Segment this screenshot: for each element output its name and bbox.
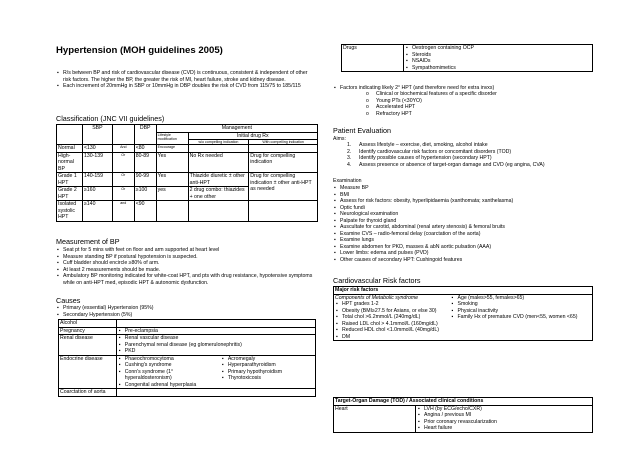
list-item: ▪ BMI (333, 192, 593, 199)
factors-lead: ▪ Factors indicating likely 2° HPT (and therefore need for extra invxs) (333, 85, 593, 92)
major-risk-label: Major risk factors (334, 287, 593, 295)
factors-sublist: o Clinical or biochemical features of a specific disorder o Young PTs (<30YO) o Accelerated HPT o Refractory HPT (333, 91, 593, 117)
classification-table (56, 124, 318, 222)
table-row: Renal disease ▪ Renal vascular disease ▪ Parenchymal renal disease (eg glomerulonephritis) ▪ PKD (59, 335, 316, 356)
col-sbp: SBP (82, 125, 112, 145)
intro-list (56, 70, 314, 90)
causes-table (58, 319, 316, 397)
list-item: 1. Assess lifestyle – exercise, diet, smoking, alcohol intake (347, 142, 488, 148)
list-item: ▪ Primary (essential) Hypertension (95%) (56, 305, 314, 312)
drugs-table (341, 44, 593, 72)
col-lifestyle: Lifestyle modification (156, 132, 188, 145)
aims-list (333, 142, 593, 168)
list-item: ▪ Lower limbs: edema and pulses (PVD) (333, 250, 593, 257)
list-item: 4. Assess presence or absence of target-organ damage and CVD (eg angina, CVA) (347, 161, 545, 168)
examination-list (333, 185, 593, 263)
table-row: Pregnancy ▪ Pre-eclampsia (59, 327, 316, 335)
col-without-indication: w/o compelling indication (188, 140, 249, 145)
col-initial-rx: Initial drug Rx (188, 132, 317, 140)
list-item: ▪ Measure standing BP if postural hypotension is suspected. (56, 254, 318, 261)
list-item: ▪ Examine abdomen for PKD, masses & abN aortic pulsation (AAA) (333, 244, 593, 251)
patient-evaluation-heading: Patient Evaluation (333, 126, 391, 135)
aims-label: Aims: (333, 136, 346, 142)
list-item: ▪ Neurological examination (333, 211, 593, 218)
list-item: ▪ Auscultate for carotid, abdominal (renal artery stenosis) & femoral bruits (333, 224, 593, 231)
intro-item: ▪ R/s between BP and risk of cardiovascular disease (CVD) is continuous, consistent & independent of other risk factors. The higher the BP, the greater the risk of MI, heart failure, stroke and kidney disease. (56, 70, 314, 83)
list-item: ▪ Cuff bladder should encircle ≥80% of arm. (56, 260, 318, 267)
list-item: ▪ Palpate for thyroid gland (333, 218, 593, 225)
list-item: ▪ Other causes of secondary HPT: Cushingoid features (333, 257, 593, 264)
classification-heading: Classification (JNC VII guidelines) (56, 114, 165, 123)
causes-heading: Causes (56, 296, 81, 305)
cv-risk-heading: Cardiovascular Risk factors (333, 276, 421, 285)
tod-table (333, 397, 593, 433)
measurement-heading: Measurement of BP (56, 237, 120, 246)
table-row: Drugs ▪ Oestrogen containing OCP ▪ Steroids ▪ NSAIDs ▪ Sympathomimetics (342, 45, 593, 72)
measurement-list (56, 247, 318, 286)
col-with-indication: With compelling indication (249, 140, 318, 145)
page-title: Hypertension (MOH guidelines 2005) (56, 45, 223, 56)
col-dbp: DBP (134, 125, 156, 145)
table-row: Isolated systolic HPT ≥140 and <90 (57, 201, 318, 222)
table-row: Components of Metabolic syndrome ▪ HPT grades 1-2 ▪ Obesity (BMI≥27.5 for Asians, or else 30) ▪ Total chol >6.2mmol/L (240mg/dL) ▪ Raised LDL chol > 4.1mmol/L (160mg/dL) ▪ Reduced HDL chol <1.0mmol/L (40mg/dL) ▪ DM ▪ Age (males>55, females>65) ▪ Smoking ▪ Physical inactivity ▪ Family Hx of premature CVD (men<55, women <65) (334, 294, 593, 341)
list-item: ▪ Assess for risk factors: obesity, hyperlipidaemia (xanthomata; xanthelasma) (333, 198, 593, 205)
metabolic-label: Components of Metabolic syndrome (335, 294, 419, 301)
table-row: Grade 2 HPT ≥160 Or ≥100 yes 2 drug combo: thiazides + one other (57, 187, 318, 201)
intro-item: ▪ Each increment of 20mmHg in SBP or 10mmHg in DBP doubles the risk of CVD from 115/75 to 185/115 (56, 83, 314, 90)
examination-label: Examination (333, 178, 362, 184)
drugs-label: Drugs (342, 45, 404, 72)
table-row: Coarctation of aorta (59, 389, 316, 397)
tod-organ: Heart (334, 405, 416, 432)
table-row: High-normal BP 130-139 Or 80-89 Yes No Rx needed Drug for compelling indication (57, 152, 318, 173)
table-row: Alcohol (59, 320, 316, 328)
list-item: ▪ Ambulatory BP monitoring indicated for white-coat HPT, and pts with drug resistance, hypotensive symptoms while on anti-HPT med, episodic HPT & autonomic dysfunction. (56, 273, 318, 286)
list-item: 3. Identify possible causes of hypertension (secondary HPT) (347, 155, 492, 161)
list-item: ▪ Secondary Hypertension (5%) (56, 312, 314, 319)
table-row: Grade 1 HPT 140-159 Or 90-99 Yes Thiazide diuretic ± other anti-HPT Drug for compelling indication ± other anti-HPT as needed (57, 173, 318, 187)
table-row: Normal <130 And <80 Encourage (57, 145, 318, 153)
list-item: ▪ At least 2 measurements should be made. (56, 267, 318, 274)
table-row: Heart ▪ LVH (by ECG/echo/CXR) ▪ Angina / previous MI ▪ Prior coronary revascularization ▪ Heart failure (334, 405, 593, 432)
list-item: 2. Identify cardiovascular risk factors or concomitant disorders (TOD) (347, 148, 512, 155)
list-item: ▪ Measure BP (333, 185, 593, 192)
causes-list (56, 305, 314, 318)
list-item: ▪ Examine lungs (333, 237, 593, 244)
table-row: Endocrine disease ▪ Phaeochromocytoma ▪ Cushing's syndrome ▪ Conn's syndrome (1° hyperaldosteronism) ▪ Congenital adrenal hyperplasia ▪ Acromegaly ▪ Hyperparathyroidism ▪ Primary hypothyroidism ▪ Thyrotoxicosis (59, 355, 316, 389)
cv-risk-table (333, 286, 593, 341)
list-item: ▪ Seat pt for 5 mins with feet on floor and arm supported at heart level (56, 247, 318, 254)
col-management: Management (156, 125, 317, 133)
list-item: ▪ Examine CVS – radio-femoral delay (coarctation of the aorta) (333, 231, 593, 238)
tod-heading: Target-Organ Damage (TOD) / Associated clinical conditions (334, 398, 593, 406)
list-item: ▪ Optic fundi (333, 205, 593, 212)
